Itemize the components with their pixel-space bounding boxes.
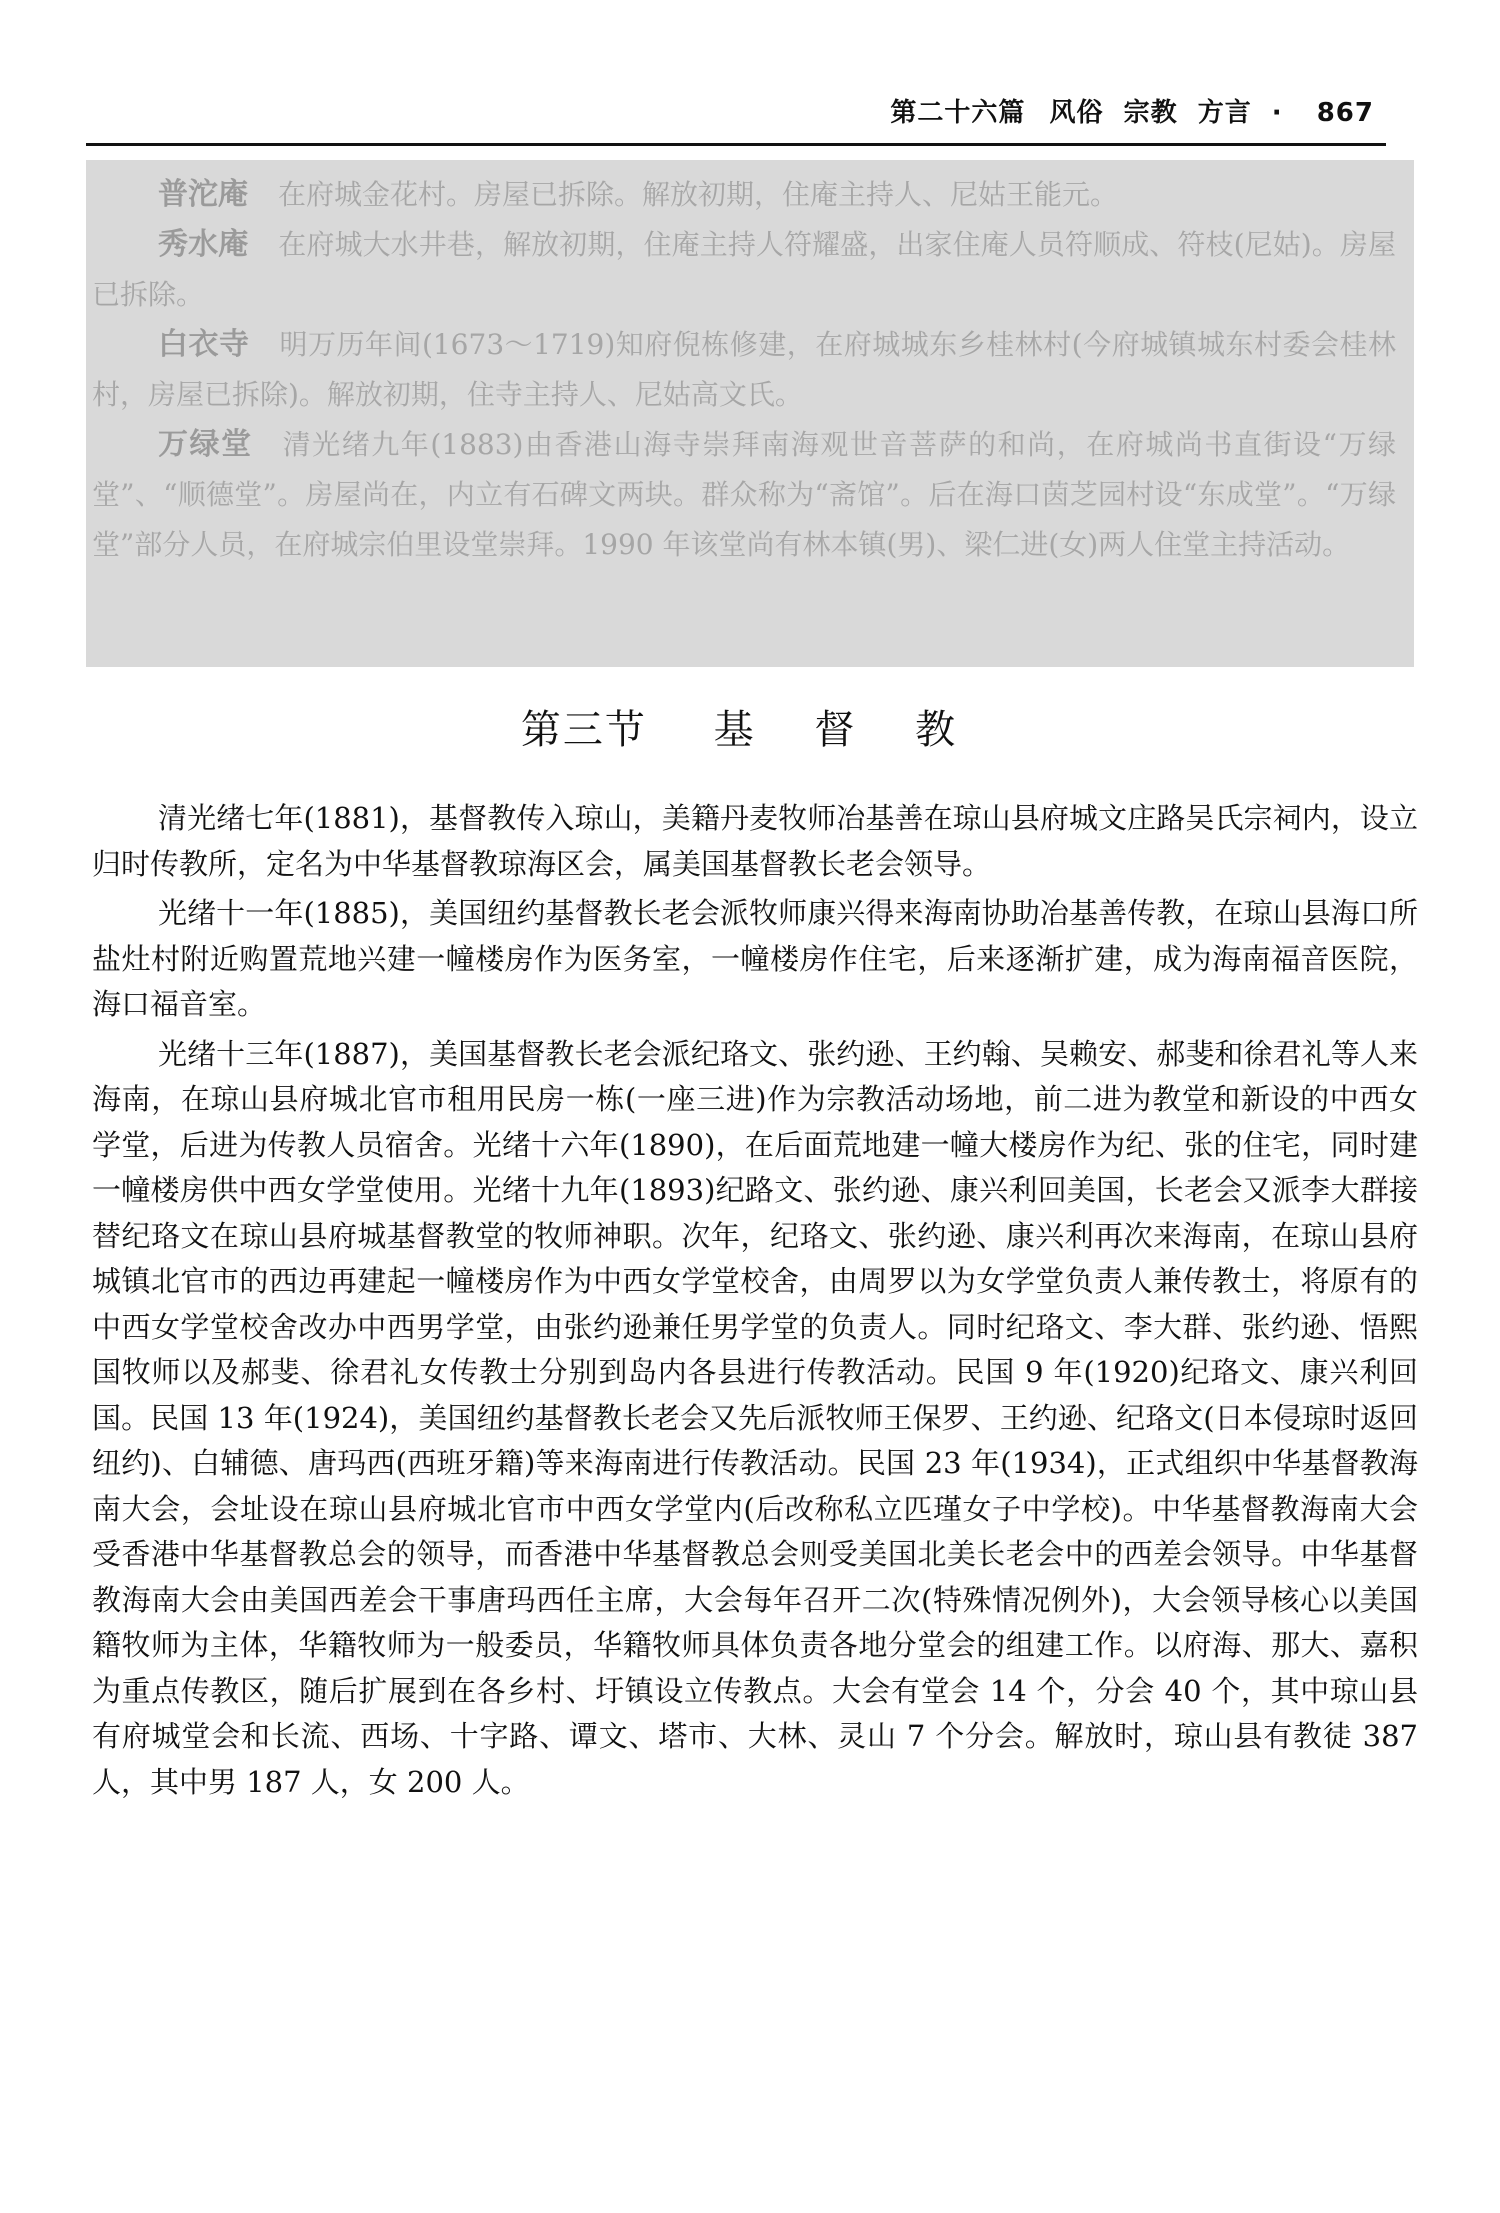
paragraph: 清光绪七年(1881)，基督教传入琼山，美籍丹麦牧师冶基善在琼山县府城文庄路吴氏宗祠内，设立归时传教所，定名为中华基督教琼海区会，属美国基督教长老会领导。 <box>92 801 1418 881</box>
faded-entry <box>86 420 1396 570</box>
section-title-char: 教 <box>915 707 958 753</box>
entry-text: 在府城大水井巷，解放初期，住庵主持人符耀盛，出家住庵人员符顺成、符枝(尼姑)。房屋已拆除。 <box>92 228 1397 311</box>
faded-entry <box>86 320 1396 420</box>
section-title <box>0 698 1500 755</box>
section-title-char: 基 <box>713 707 756 753</box>
entry-text: 清光绪九年(1883)由香港山海寺崇拜南海观世音菩萨的和尚，在府城尚书直街设“万绿堂”、“顺德堂”。房屋尚在，内立有石碑文两块。群众称为“斋馆”。后在海口茵芝园村设“东成堂”。“万绿堂”部分人员，在府城宗伯里设堂崇拜。1990 年该堂尚有林本镇(男)、梁仁进(女)两人住堂主持活动。 <box>92 428 1396 561</box>
entry-text: 明万历年间(1673～1719)知府倪栋修建，在府城城东乡桂林村(今府城镇城东村委会桂林村，房屋已拆除)。解放初期，住寺主持人、尼姑高文氏。 <box>92 328 1397 411</box>
body-text <box>92 796 1418 1809</box>
paragraph: 光绪十三年(1887)，美国基督教长老会派纪珞文、张约逊、王约翰、吴赖安、郝斐和徐君礼等人来海南，在琼山县府城北官市租用民房一栋(一座三进)作为宗教活动场地，前二进为教堂和新设的中西女学堂，后进为传教人员宿舍。光绪十六年(1890)，在后面荒地建一幢大楼房作为纪、张的住宅，同时建一幢楼房供中西女学堂使用。光绪十九年(1893)纪路文、张约逊、康兴利回美国，长老会又派李大群接替纪珞文在琼山县府城基督教堂的牧师神职。次年，纪珞文、张约逊、康兴利再次来海南，在琼山县府城镇北官市的西边再建起一幢楼房作为中西女学堂校舍，由周罗以为女学堂负责人兼传教士，将原有的中西女学堂校舍改办中西男学堂，由张约逊兼任男学堂的负责人。同时纪珞文、李大群、张约逊、悟熙国牧师以及郝斐、徐君礼女传教士分别到岛内各县进行传教活动。民国 9 年(1920)纪珞文、康兴利回国。民国 13 年(1924)，美国纽约基督教长老会又先后派牧师王保罗、王约逊、纪珞文(日本侵琼时返回纽约)、白辅德、唐玛西(西班牙籍)等来海南进行传教活动。民国 23 年(1934)，正式组织中华基督教海南大会，会址设在琼山县府城北官市中西女学堂内(后改称私立匹瑾女子中学校)。中华基督教海南大会受香港中华基督教总会的领导，而香港中华基督教总会则受美国北美长老会中的西差会领导。中华基督教海南大会由美国西差会干事唐玛西任主席，大会每年召开二次(特殊情况例外)，大会领导核心以美国籍牧师为主体，华籍牧师为一般委员，华籍牧师具体负责各地分堂会的组建工作。以府海、那大、嘉积为重点传教区，随后扩展到在各乡村、圩镇设立传教点。大会有堂会 14 个，分会 40 个，其中琼山县有府城堂会和长流、西场、十字路、谭文、塔市、大林、灵山 7 个分会。解放时，琼山县有教徒 387 人，其中男 187 人，女 200 人。 <box>92 1036 1418 1799</box>
header-dot: · <box>1271 98 1283 128</box>
faded-previous-section <box>86 160 1414 667</box>
page-number: 867 <box>1316 98 1374 128</box>
entry-name: 秀水庵 <box>158 227 249 262</box>
section-title-char: 督 <box>814 707 857 753</box>
paragraph: 光绪十一年(1885)，美国纽约基督教长老会派牧师康兴得来海南协助冶基善传教，在琼山县海口所盐灶村附近购置荒地兴建一幢楼房作为医务室，一幢楼房作住宅，后来逐渐扩建，成为海南福音医院，海口福音室。 <box>92 896 1418 1021</box>
faded-entry <box>86 220 1396 320</box>
header-topics: 风俗 宗教 方言 <box>1049 98 1252 128</box>
section-number: 第三节 <box>520 707 647 753</box>
running-header <box>890 92 1374 129</box>
header-rule <box>86 143 1386 146</box>
entry-text: 在府城金花村。房屋已拆除。解放初期，住庵主持人、尼姑王能元。 <box>278 178 1119 211</box>
entry-name: 普沱庵 <box>158 177 248 212</box>
entry-name: 白衣寺 <box>158 327 250 362</box>
header-part: 第二十六篇 <box>890 98 1026 128</box>
entry-name: 万绿堂 <box>158 427 253 462</box>
faded-entry <box>86 170 1396 220</box>
